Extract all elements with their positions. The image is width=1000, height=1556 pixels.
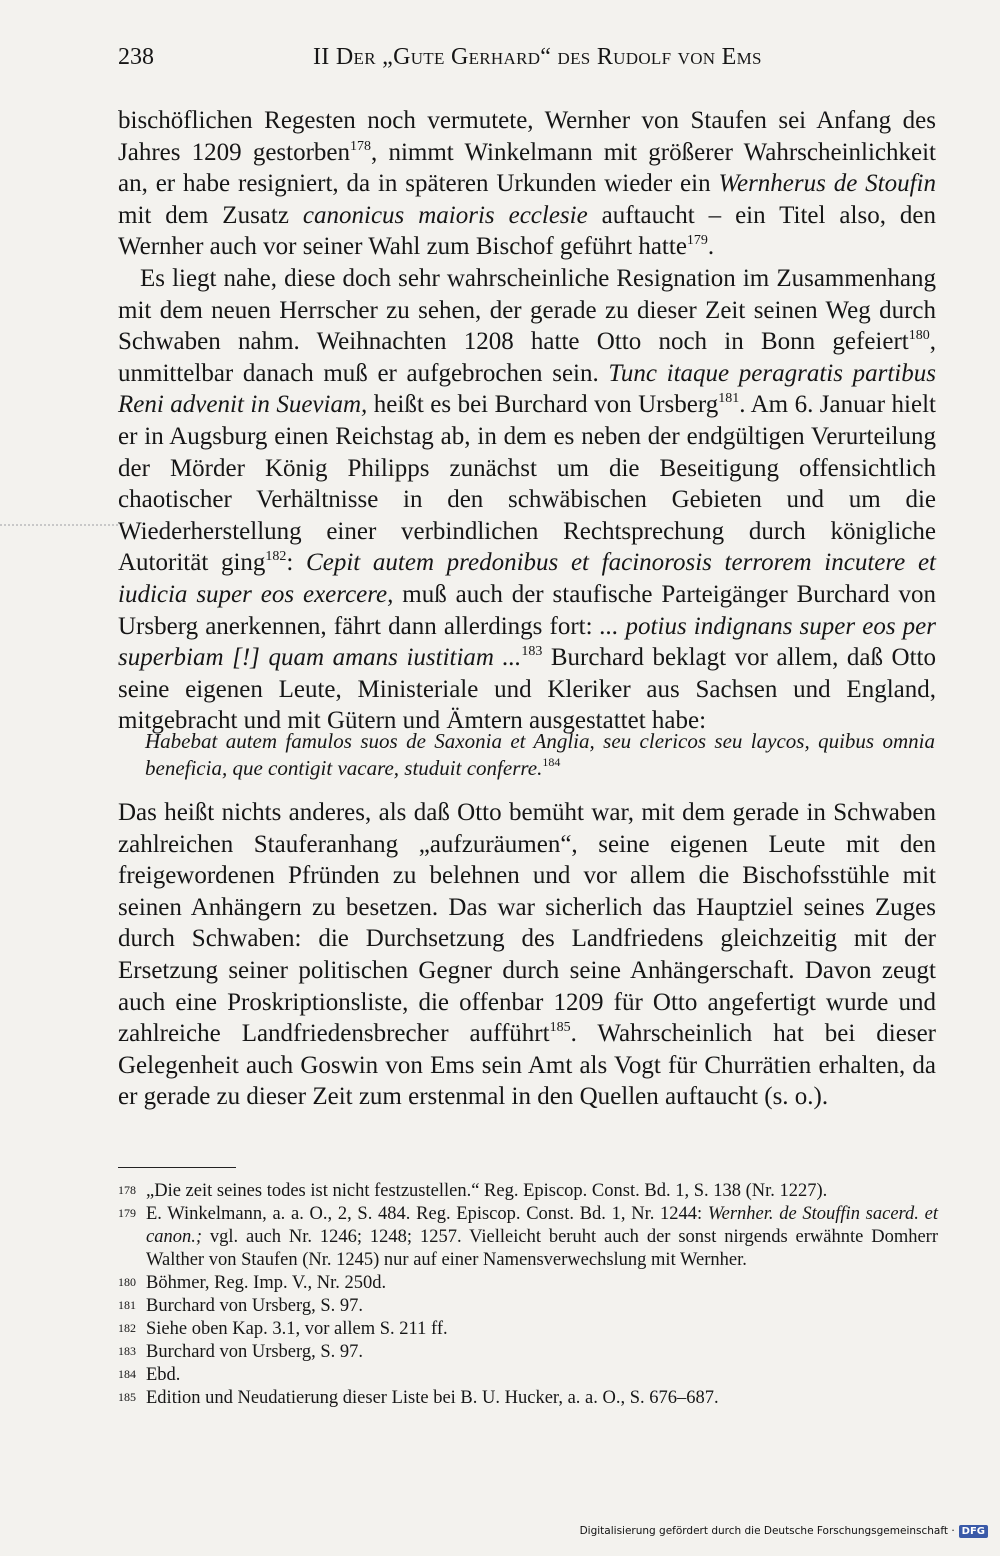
footnote-180	[118, 1272, 938, 1295]
text-run: .	[707, 233, 715, 261]
footnotes	[118, 1180, 938, 1410]
text-run: bischöflichen Regesten noch vermutete, Wernher von Staufen sei Anfang des Jahres 1209 gestorben	[118, 107, 936, 166]
credit-text: Digitalisierung gefördert durch die Deutsche Forschungsgemeinschaft ·	[579, 1525, 955, 1537]
footnote-number: 178	[118, 1183, 136, 1197]
main-text-upper	[118, 105, 936, 737]
footnote-separator	[118, 1167, 236, 1168]
digitization-credit	[580, 1520, 988, 1542]
text-run: mit dem Zusatz	[118, 201, 303, 229]
footnote-text: Böhmer, Reg. Imp. V., Nr. 250d.	[146, 1273, 387, 1293]
scan-artifact-divider	[0, 524, 118, 526]
footnote-text: vgl. auch Nr. 1246; 1248; 1257. Vielleicht beruht auch der sonst nirgends erwähnte Domherr Walther von Staufen (Nr. 1245) nur auf einer Namensverwechslung mit Wernher.	[146, 1227, 938, 1270]
latin-blockquote	[145, 728, 935, 781]
paragraph-2	[118, 263, 936, 737]
footnote-ref-182[interactable]: 182	[265, 549, 287, 565]
paragraph-3	[118, 797, 936, 1113]
footnote-number: 179	[118, 1206, 136, 1220]
footnote-182	[118, 1318, 938, 1341]
text-run: heißt es bei Burchard von Ursberg	[367, 391, 719, 419]
text-run: auftaucht – ein Titel also, den Wernher auch vor seiner Wahl zum Bischof geführt hatte	[118, 201, 936, 261]
footnote-number: 182	[118, 1321, 136, 1335]
text-run: . Wahrscheinlich hat bei dieser Gelegenheit auch Goswin von Ems sein Amt als Vogt für Churrätien erhalten, da er gerade zu dieser Zeit zum erstenmal in den Quellen auftaucht (s. o.).	[118, 1020, 936, 1111]
footnote-text: Burchard von Ursberg, S. 97.	[146, 1296, 364, 1316]
text-run: Burchard beklagt vor allem, daß Otto seine eigenen Leute, Ministeriale und Kleriker aus Sachsen und England, mitgebracht und mit Gütern und Ämtern ausgestattet habe:	[118, 644, 937, 735]
text-run: muß auch der staufische Parteigänger Burchard von Ursberg anerkennen, fährt dann allerdings fort:	[118, 580, 936, 640]
paragraph-1	[118, 105, 936, 263]
running-head: II Der „Gute Gerhard“ des Rudolf von Ems	[313, 44, 762, 70]
text-run: , nimmt Winkelmann mit größerer Wahrscheinlichkeit an, er habe resigniert, da in späteren Urkunden wieder ein	[118, 138, 936, 198]
footnote-ref-185[interactable]: 185	[549, 1020, 571, 1036]
italic-run: Tunc itaque peragratis partibus Reni advenit in Sueviam,	[118, 359, 936, 419]
text-run: Das heißt nichts anderes, als daß Otto bemüht war, mit dem gerade in Schwaben zahlreichen Stauferanhang „aufzuräumen“, seine eigenen Leute mit den freigewordenen Pfründen zu belehnen und vor allem die Bischofsstühle mit seinen Anhängern zu besetzen. Das war sicherlich das Hauptziel seines Zuges durch Schwaben: die Durchsetzung des Landfriedens gleichzeitig mit der Ersetzung seiner politischen Gegner durch seine Anhängerschaft. Davon zeugt auch eine Proskriptionsliste, die offenbar 1209 für Otto angefertigt wurde und zahlreiche Landfriedensbrecher aufführt	[118, 799, 936, 1048]
footnote-185	[118, 1387, 938, 1410]
footnote-text: Edition und Neudatierung dieser Liste bei B. U. Hucker, a. a. O., S. 676–687.	[146, 1388, 719, 1408]
footnote-text: E. Winkelmann, a. a. O., 2, S. 484. Reg. Episcop. Const. Bd. 1, Nr. 1244:	[146, 1204, 708, 1224]
text-run: :	[286, 549, 307, 577]
text-run: . Am 6. Januar hielt er in Augsburg einen Reichstag ab, in dem es neben der endgültigen Verurteilung der Mörder König Philipps zunächst um die Beseitigung offensichtlich chaotischer Verhältnisse in den schwäbischen Gebieten und um die Wiederherstellung einer verbindlichen Rechtsprechung durch königliche Autorität ging	[118, 391, 936, 577]
footnote-ref-183[interactable]: 183	[521, 644, 543, 660]
main-text-lower	[118, 797, 936, 1113]
footnote-ref-178[interactable]: 178	[350, 138, 372, 154]
italic-run: Wernherus de Stoufin	[718, 170, 936, 198]
page-header	[118, 44, 938, 84]
text-run: , unmittelbar danach muß er aufgebrochen sein.	[118, 328, 936, 387]
footnote-number: 180	[118, 1275, 136, 1289]
italic-run: Cepit autem predonibus et facinorosis terrorem incutere et iudicia super eos exercere,	[118, 549, 936, 608]
text-run: Es liegt nahe, diese doch sehr wahrscheinliche Resignation im Zusammenhang mit dem neuen Herrscher zu sehen, der gerade zu dieser Zeit seinen Weg durch Schwaben nahm. Weihnachten 1208 hatte Otto noch in Bonn gefeiert	[118, 264, 936, 356]
footnote-number: 185	[118, 1390, 136, 1404]
footnote-ref-181[interactable]: 181	[718, 391, 740, 407]
footnote-ref-179[interactable]: 179	[686, 233, 708, 249]
dfg-logo-icon: DFG	[959, 1525, 988, 1538]
footnote-179	[118, 1203, 938, 1272]
footnote-number: 184	[118, 1367, 136, 1381]
footnote-number: 181	[118, 1298, 136, 1312]
footnote-184	[118, 1364, 938, 1387]
footnote-number: 183	[118, 1344, 136, 1358]
footnote-italic: Wernher. de Stouffin sacerd. et canon.;	[146, 1204, 938, 1247]
footnote-183	[118, 1341, 938, 1364]
italic-run: canonicus maioris ecclesie	[302, 201, 588, 229]
italic-run: ... potius indignans super eos per superbiam [!] quam amans iustitiam ...	[118, 612, 936, 672]
footnote-text: „Die zeit seines todes ist nicht festzustellen.“ Reg. Episcop. Const. Bd. 1, S. 138 (Nr. 1227).	[146, 1181, 828, 1201]
footnote-text: Siehe oben Kap. 3.1, vor allem S. 211 ff.	[146, 1319, 448, 1339]
footnote-text: Burchard von Ursberg, S. 97.	[146, 1342, 364, 1362]
footnote-178	[118, 1180, 938, 1203]
footnote-text: Ebd.	[146, 1365, 181, 1385]
quote-text: Habebat autem famulos suos de Saxonia et Anglia, seu clericos seu laycos, quibus omnia beneficia, que contigit vacare, studuit conferre.	[145, 729, 935, 780]
footnote-ref-180[interactable]: 180	[908, 328, 930, 344]
page-number: 238	[118, 44, 154, 70]
footnote-181	[118, 1295, 938, 1318]
footnote-ref-184[interactable]: 184	[542, 754, 561, 769]
